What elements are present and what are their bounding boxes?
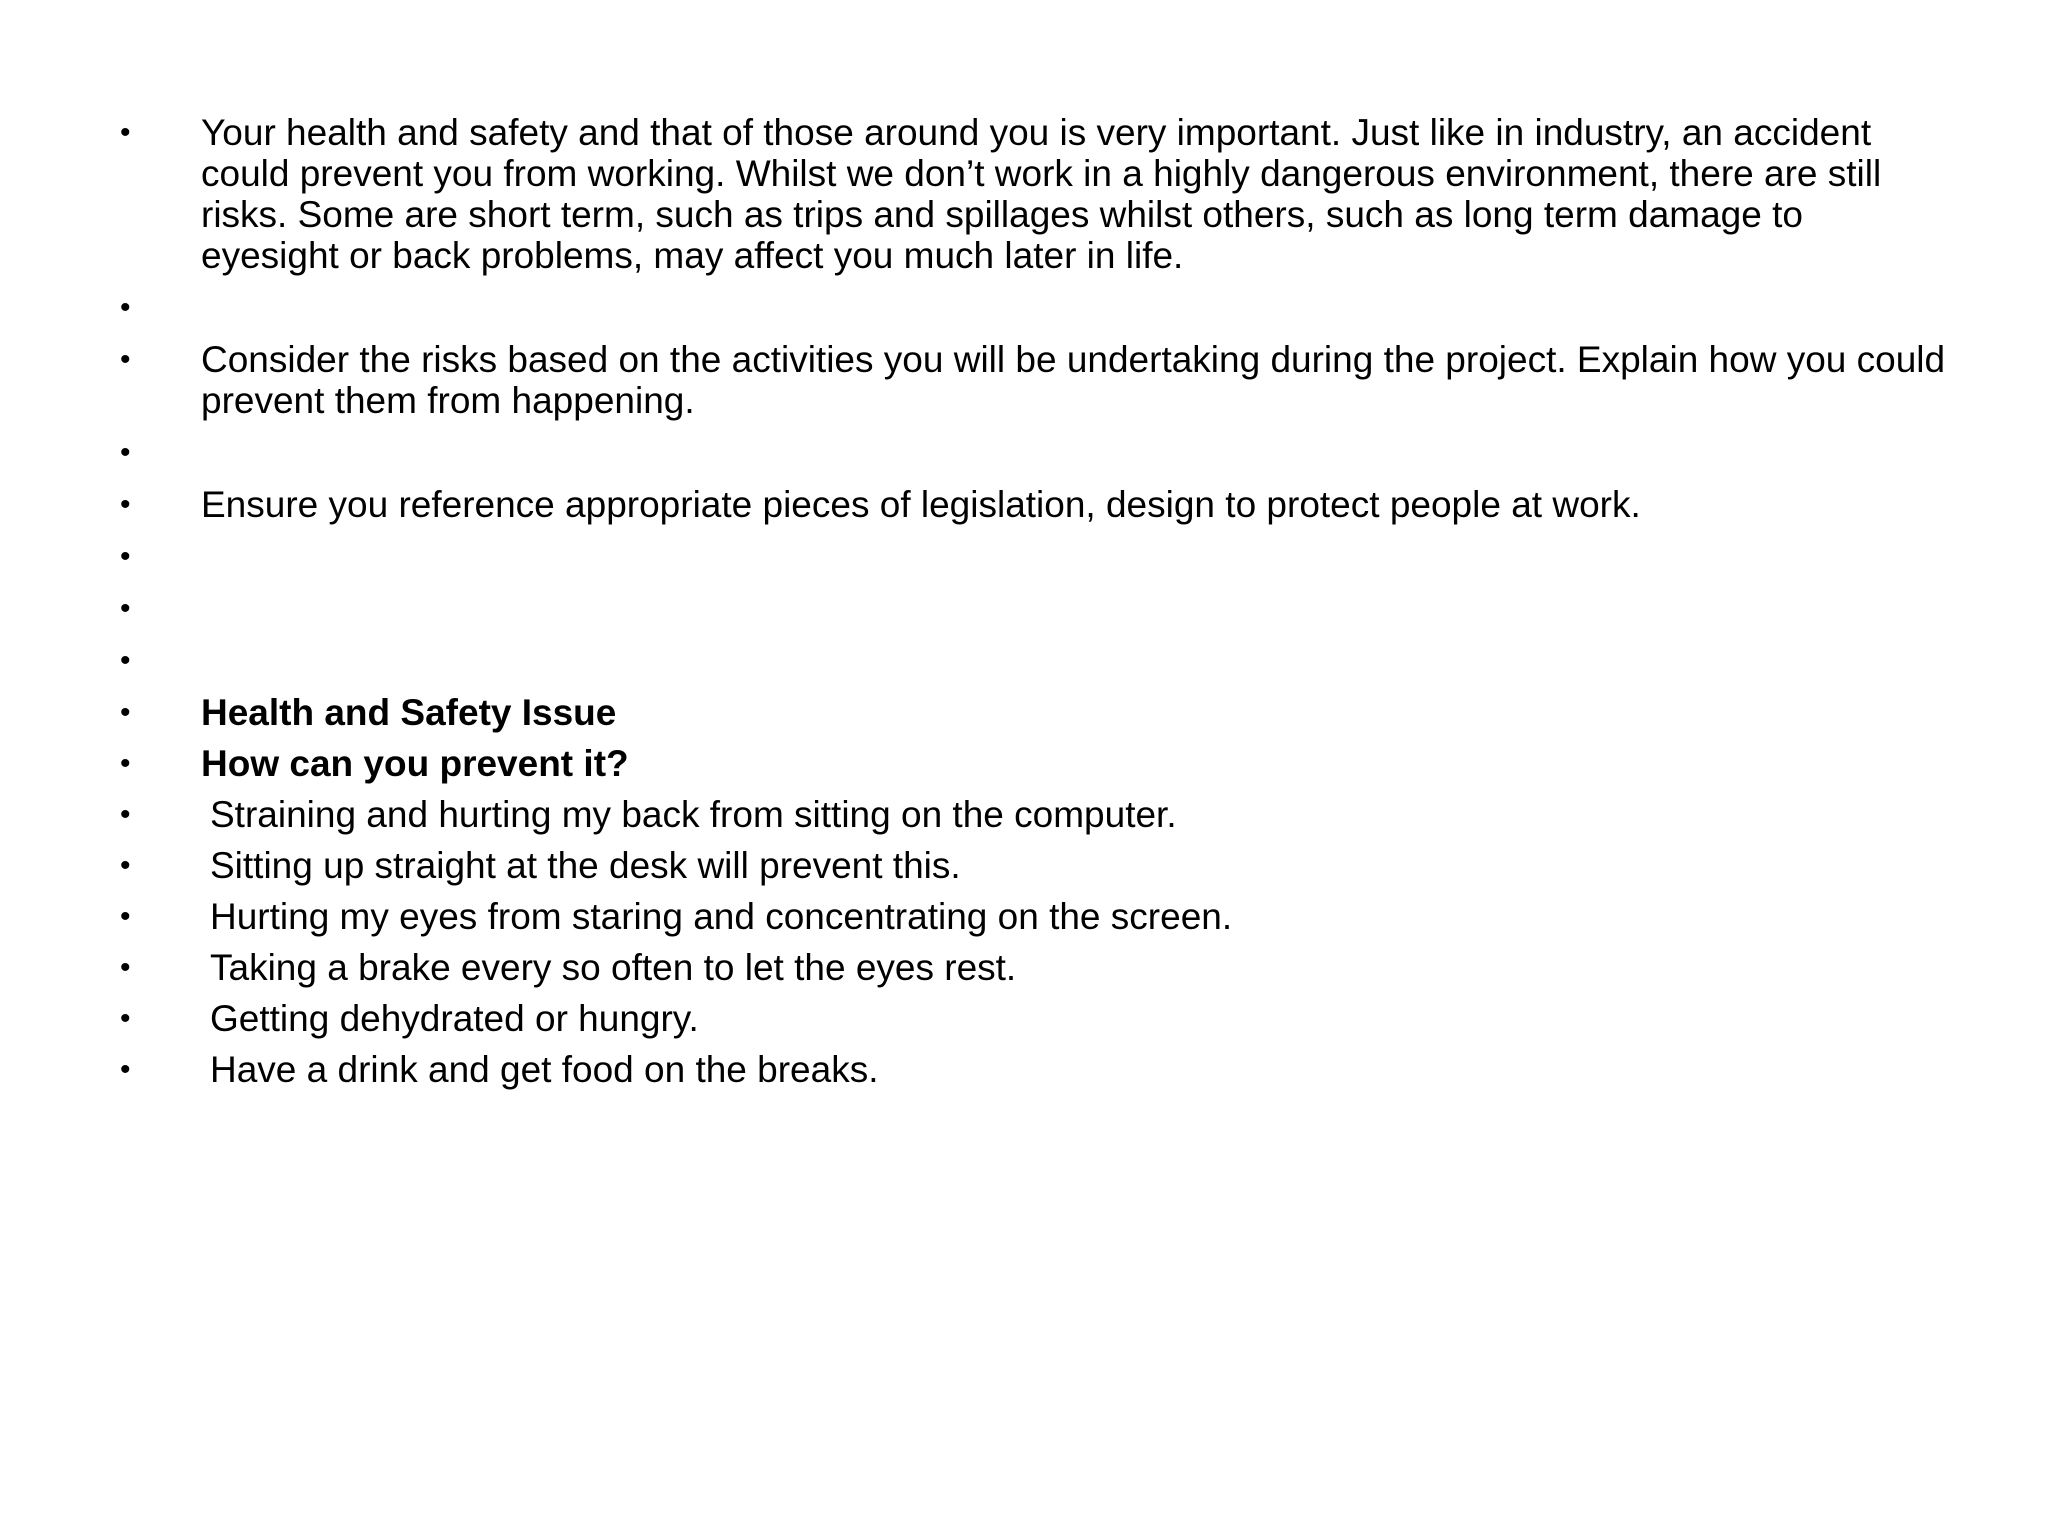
intro-paragraph-item [120, 112, 1950, 276]
issue-dehydration-text: Getting dehydrated or hungry. [210, 998, 699, 1039]
issue-eye-strain-item [120, 896, 1950, 937]
bullet-dot: • [120, 592, 131, 625]
empty-bullet-text [201, 536, 1950, 577]
bullet-dot: • [120, 798, 131, 831]
bullet-dot: • [120, 849, 131, 882]
instruction-text: Consider the risks based on the activities you will be undertaking during the project. Explain how you could prevent them from happening. [201, 339, 1956, 421]
empty-bullet-item [120, 640, 1950, 681]
empty-bullet-text [201, 588, 1950, 629]
empty-bullet-text [201, 432, 1950, 473]
issue-dehydration-item [120, 998, 1950, 1039]
bullet-dot: • [120, 343, 131, 376]
empty-bullet-item [120, 432, 1950, 473]
bullet-dot: • [120, 488, 131, 521]
intro-paragraph-text: Your health and safety and that of those around you is very important. Just like in industry, an accident could prevent you from working. Whilst we don’t work in a highly dangerous environment, there are still risks. Some are short term, such as trips and spillages whilst others, such as long term damage to eyesight or back problems, may affect you much later in life. [201, 112, 1892, 276]
bullet-dot: • [120, 1002, 131, 1035]
bullet-dot: • [120, 436, 131, 469]
prevention-food-drink-item [120, 1049, 1950, 1090]
bullet-dot: • [120, 1053, 131, 1086]
bullet-dot: • [120, 540, 131, 573]
issue-back-strain-item [120, 794, 1950, 835]
prevention-heading-item [120, 743, 1950, 784]
prevention-posture-text: Sitting up straight at the desk will prevent this. [210, 845, 961, 886]
bullet-dot: • [120, 291, 131, 324]
issue-eye-strain-text: Hurting my eyes from staring and concentrating on the screen. [210, 896, 1233, 937]
bullet-dot: • [120, 951, 131, 984]
empty-bullet-item [120, 588, 1950, 629]
issue-heading-text: Health and Safety Issue [201, 692, 617, 733]
prevention-heading-text: How can you prevent it? [201, 743, 629, 784]
issue-heading-item [120, 692, 1950, 733]
bullet-list [120, 112, 1956, 1100]
bullet-dot: • [120, 900, 131, 933]
issue-back-strain-text: Straining and hurting my back from sitting on the computer. [210, 794, 1177, 835]
bullet-dot: • [120, 696, 131, 729]
empty-bullet-item [120, 287, 1950, 328]
empty-bullet-text [201, 640, 1950, 681]
empty-bullet-text [201, 287, 1950, 328]
legislation-text: Ensure you reference appropriate pieces of legislation, design to protect people at work. [201, 484, 1641, 525]
empty-bullet-item [120, 536, 1950, 577]
bullet-dot: • [120, 644, 131, 677]
prevention-food-drink-text: Have a drink and get food on the breaks. [210, 1049, 879, 1090]
prevention-breaks-text: Taking a brake every so often to let the eyes rest. [210, 947, 1017, 988]
prevention-posture-item [120, 845, 1950, 886]
bullet-dot: • [120, 747, 131, 780]
prevention-breaks-item [120, 947, 1950, 988]
instruction-item [120, 339, 1956, 421]
bullet-dot: • [120, 116, 131, 149]
legislation-item [120, 484, 1950, 525]
